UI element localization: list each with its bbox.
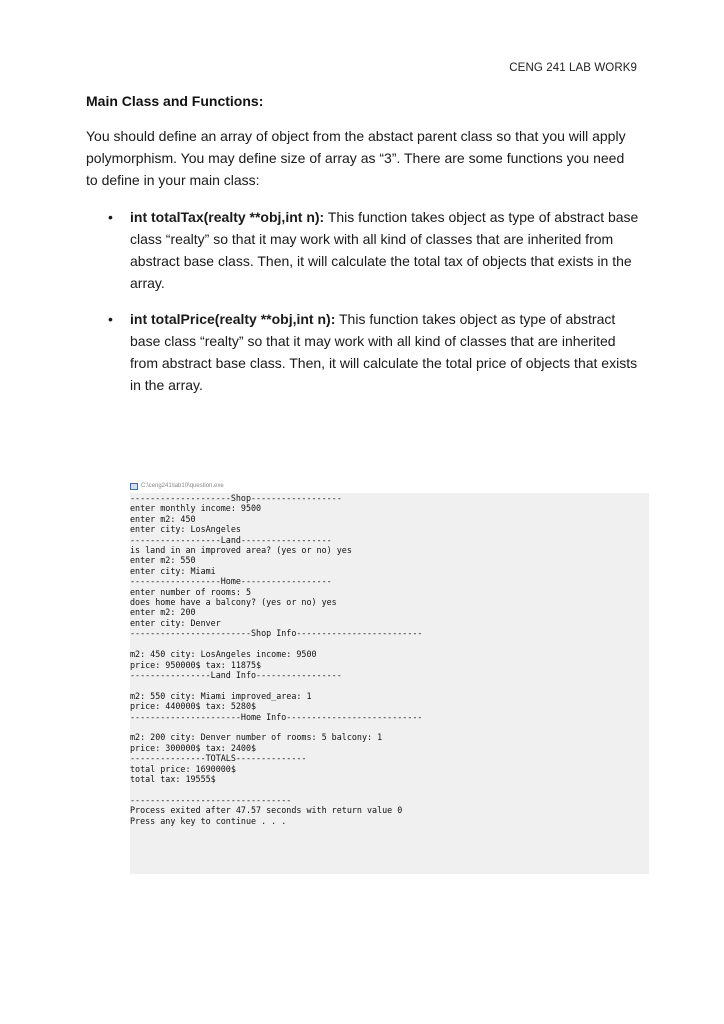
console-line: price: 440000$ tax: 5280$: [130, 701, 257, 712]
console-line: m2: 550 city: Miami improved_area: 1: [130, 690, 312, 701]
console-line: price: 300000$ tax: 2400$: [130, 742, 257, 753]
console-line: m2: 450 city: LosAngeles income: 9500: [130, 649, 317, 660]
console-line: is land in an improved area? (yes or no) yes: [130, 545, 352, 556]
console-titlebar: [130, 479, 649, 493]
function-signature: int totalTax(realty **obj,int n):: [130, 209, 325, 225]
console-line: ----------------Land Info-----------------: [130, 669, 342, 680]
console-body: [130, 493, 649, 874]
function-item-total-price: [86, 308, 646, 396]
console-line: enter m2: 550: [130, 555, 196, 566]
console-window-title: C:\ceng241\lab10\question.exe: [141, 483, 224, 489]
console-line: enter m2: 200: [130, 607, 196, 618]
console-line: ------------------------Shop Info-------------------------: [130, 628, 423, 639]
function-list: [86, 206, 646, 410]
section-title: Main Class and Functions:: [86, 93, 264, 109]
console-line: ---------------TOTALS--------------: [130, 753, 307, 764]
intro-paragraph: You should define an array of object from the abstact parent class so that you will apply polymorphism. You may define size of array as “3”. There are some functions you need to define in your main class:: [86, 128, 626, 188]
bullet-icon: •: [108, 311, 113, 327]
console-line: total tax: 19555$: [130, 773, 216, 784]
console-line: Press any key to continue . . .: [130, 815, 287, 826]
console-line: enter m2: 450: [130, 513, 196, 524]
console-line: price: 950000$ tax: 11875$: [130, 659, 262, 670]
document-header: CENG 241 LAB WORK9: [509, 62, 637, 74]
console-line: Process exited after 47.57 seconds with return value 0: [130, 805, 403, 816]
console-line: m2: 200 city: Denver number of rooms: 5 balcony: 1: [130, 732, 383, 743]
console-line: enter city: LosAngeles: [130, 524, 241, 535]
function-description: This function takes object as type of abstract base class “realty” so that it may work with all kind of classes that are inherited from abstract base class. Then, it will calculate the total tax of objects that exists in the array.: [130, 209, 639, 291]
function-signature: int totalPrice(realty **obj,int n):: [130, 311, 336, 327]
console-line: --------------------Shop------------------: [130, 493, 342, 503]
bullet-icon: •: [108, 209, 113, 225]
console-line: enter city: Denver: [130, 617, 221, 628]
console-output: [130, 493, 649, 826]
function-description: This function takes object as type of abstract base class “realty” so that it may work with all kind of classes that are inherited from abstract base class. Then, it will calculate the total price of objects that exists in the array.: [130, 311, 638, 393]
console-line: ----------------------Home Info---------------------------: [130, 711, 423, 722]
console-app-icon: [130, 483, 138, 490]
console-line: does home have a balcony? (yes or no) yes: [130, 597, 337, 608]
console-line: enter city: Miami: [130, 565, 216, 576]
console-line: total price: 1690000$: [130, 763, 236, 774]
console-line: ------------------Land------------------: [130, 534, 332, 545]
function-item-total-tax: [86, 206, 646, 294]
console-line: --------------------------------: [130, 794, 292, 805]
console-line: enter monthly income: 9500: [130, 503, 262, 514]
console-line: ------------------Home------------------: [130, 576, 332, 587]
console-screenshot: [130, 479, 649, 874]
console-line: enter number of rooms: 5: [130, 586, 252, 597]
